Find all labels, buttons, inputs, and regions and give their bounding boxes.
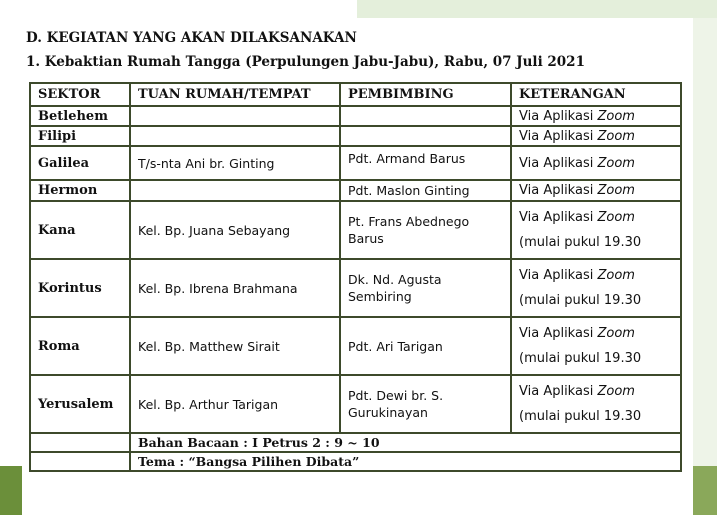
note-text: Via Aplikasi [519, 183, 598, 198]
decorative-top-band [357, 0, 717, 18]
sector-cell: Kana [30, 201, 130, 259]
header-sector: SEKTOR [30, 83, 130, 106]
note-cell [511, 126, 681, 146]
pastor-cell: Pdt. Armand Barus [340, 146, 511, 180]
table-row [30, 146, 681, 180]
host-cell: T/s-nta Ani br. Ginting [130, 146, 340, 180]
pastor-cell [340, 106, 511, 126]
note-text: Via Aplikasi [519, 210, 598, 225]
theme-spacer [30, 452, 130, 471]
note-cell [511, 146, 681, 180]
note-cell [511, 317, 681, 375]
sector-cell: Filipi [30, 126, 130, 146]
pastor-line: Sembiring [348, 289, 412, 304]
reading-text: Bahan Bacaan : I Petrus 2 : 9 ~ 10 [130, 433, 681, 452]
note-cell [511, 201, 681, 259]
note-text: Via Aplikasi [519, 155, 598, 171]
table-row [30, 180, 681, 201]
note-time: (mulai pukul 19.30 [519, 409, 642, 424]
note-text: Via Aplikasi [519, 326, 598, 341]
pastor-line: Pdt. Dewi br. S. [348, 388, 444, 403]
note-app: Zoom [597, 155, 635, 171]
header-note: KETERANGAN [511, 83, 681, 106]
note-time: (mulai pukul 19.30 [519, 235, 642, 250]
note-app: Zoom [597, 210, 635, 225]
sector-cell: Hermon [30, 180, 130, 201]
sector-cell: Roma [30, 317, 130, 375]
note-cell [511, 259, 681, 317]
note-text: Via Aplikasi [519, 268, 598, 283]
reading-row [30, 433, 681, 452]
decorative-right-strip [693, 18, 717, 515]
note-app: Zoom [597, 108, 635, 124]
host-cell: Kel. Bp. Juana Sebayang [130, 201, 340, 259]
reading-spacer [30, 433, 130, 452]
table-row [30, 317, 681, 375]
pastor-cell [340, 375, 511, 433]
host-cell [130, 180, 340, 201]
note-time: (mulai pukul 19.30 [519, 351, 642, 366]
pastor-line: Gurukinayan [348, 405, 428, 420]
note-app: Zoom [597, 128, 635, 144]
host-cell [130, 106, 340, 126]
note-cell [511, 106, 681, 126]
note-cell [511, 375, 681, 433]
host-cell [130, 126, 340, 146]
host-cell: Kel. Bp. Matthew Sirait [130, 317, 340, 375]
table-row [30, 375, 681, 433]
note-app: Zoom [597, 268, 635, 283]
note-text: Via Aplikasi [519, 384, 598, 399]
pastor-cell: Pdt. Ari Tarigan [340, 317, 511, 375]
table-row [30, 126, 681, 146]
host-cell: Kel. Bp. Arthur Tarigan [130, 375, 340, 433]
note-text: Via Aplikasi [519, 108, 598, 124]
section-heading: D. KEGIATAN YANG AKAN DILAKSANAKAN [26, 30, 357, 46]
sector-cell: Yerusalem [30, 375, 130, 433]
table-header-row [30, 83, 681, 106]
pastor-cell [340, 201, 511, 259]
table-row [30, 259, 681, 317]
decorative-bottom-left-block [0, 466, 22, 515]
pastor-cell [340, 126, 511, 146]
note-text: Via Aplikasi [519, 128, 598, 144]
sector-cell: Betlehem [30, 106, 130, 126]
table-row [30, 201, 681, 259]
decorative-bottom-right-block [693, 466, 717, 515]
table-row [30, 106, 681, 126]
schedule-table [29, 82, 682, 472]
header-pastor: PEMBIMBING [340, 83, 511, 106]
event-heading: 1. Kebaktian Rumah Tangga (Perpulungen Jabu-Jabu), Rabu, 07 Juli 2021 [26, 54, 585, 70]
pastor-cell: Pdt. Maslon Ginting [340, 180, 511, 201]
header-host: TUAN RUMAH/TEMPAT [130, 83, 340, 106]
note-app: Zoom [597, 326, 635, 341]
theme-row [30, 452, 681, 471]
sector-cell: Korintus [30, 259, 130, 317]
note-app: Zoom [597, 183, 635, 198]
pastor-line: Dk. Nd. Agusta [348, 272, 442, 287]
pastor-line: Barus [348, 231, 384, 246]
note-cell [511, 180, 681, 201]
note-time: (mulai pukul 19.30 [519, 293, 642, 308]
pastor-line: Pt. Frans Abednego [348, 214, 470, 229]
sector-cell: Galilea [30, 146, 130, 180]
pastor-cell [340, 259, 511, 317]
host-cell: Kel. Bp. Ibrena Brahmana [130, 259, 340, 317]
note-app: Zoom [597, 384, 635, 399]
theme-text: Tema : “Bangsa Pilihen Dibata” [130, 452, 681, 471]
document-page [22, 18, 693, 515]
